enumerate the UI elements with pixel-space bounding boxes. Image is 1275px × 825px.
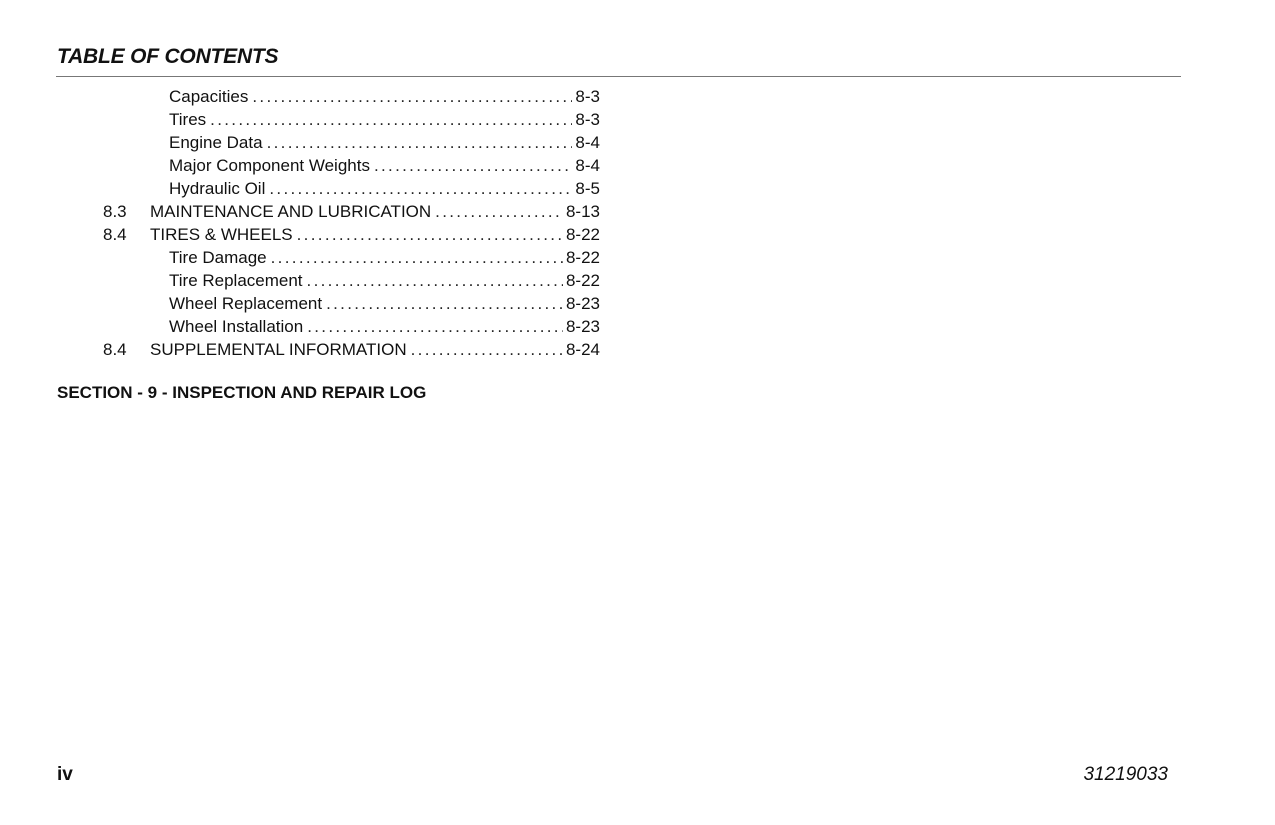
toc-entry-line — [169, 108, 600, 131]
toc-entry-label: MAINTENANCE AND LUBRICATION — [150, 202, 432, 221]
toc-entry[interactable] — [0, 200, 640, 223]
toc-entry-label: TIRES & WHEELS — [150, 225, 293, 244]
toc-entry[interactable] — [0, 131, 640, 154]
toc-entry-page: 8-3 — [575, 110, 600, 129]
toc-entry[interactable] — [0, 269, 640, 292]
toc-entry[interactable] — [0, 292, 640, 315]
toc-entry-page: 8-22 — [565, 248, 600, 267]
page-title: TABLE OF CONTENTS — [57, 45, 279, 68]
toc-dot-leader — [271, 246, 563, 269]
toc-entry-page: 8-4 — [575, 156, 600, 175]
toc-entry-page: 8-24 — [565, 340, 600, 359]
toc-entry-number: 8.4 — [103, 225, 127, 244]
toc-entry[interactable] — [0, 108, 640, 131]
toc-dot-leader — [307, 315, 563, 338]
footer-document-number: 31219033 — [1083, 764, 1168, 785]
toc-entry-page: 8-22 — [565, 225, 600, 244]
toc-entry-line — [150, 223, 600, 246]
toc-entry[interactable] — [0, 246, 640, 269]
toc-dot-leader — [374, 154, 572, 177]
toc-dot-leader — [411, 338, 563, 361]
toc-entry-page: 8-5 — [575, 179, 600, 198]
toc-dot-leader — [435, 200, 563, 223]
table-of-contents — [0, 85, 640, 361]
toc-entry-label: Tire Damage — [169, 248, 267, 267]
footer-page-number: iv — [57, 764, 73, 785]
toc-entry-label: Hydraulic Oil — [169, 179, 266, 198]
toc-entry[interactable] — [0, 85, 640, 108]
toc-dot-leader — [297, 223, 563, 246]
toc-entry-label: Tires — [169, 110, 207, 129]
toc-entry-label: Major Component Weights — [169, 156, 370, 175]
toc-entry-label: Wheel Installation — [169, 317, 304, 336]
toc-entry[interactable] — [0, 223, 640, 246]
toc-entry-page: 8-3 — [575, 87, 600, 106]
toc-entry-page: 8-23 — [565, 294, 600, 313]
toc-entry-label: SUPPLEMENTAL INFORMATION — [150, 340, 407, 359]
toc-entry[interactable] — [0, 177, 640, 200]
toc-entry-page: 8-13 — [565, 202, 600, 221]
toc-dot-leader — [210, 108, 572, 131]
toc-entry[interactable] — [0, 315, 640, 338]
toc-entry-line — [169, 131, 600, 154]
toc-entry[interactable] — [0, 338, 640, 361]
toc-dot-leader — [267, 131, 573, 154]
toc-entry-page: 8-4 — [575, 133, 600, 152]
toc-entry-label: Engine Data — [169, 133, 263, 152]
toc-entry-line — [169, 177, 600, 200]
toc-entry-line — [169, 85, 600, 108]
toc-entry-line — [150, 338, 600, 361]
toc-entry-number: 8.4 — [103, 340, 127, 359]
toc-entry-line — [169, 292, 600, 315]
toc-entry-line — [150, 200, 600, 223]
toc-entry-label: Wheel Replacement — [169, 294, 323, 313]
toc-entry-number: 8.3 — [103, 202, 127, 221]
toc-entry-line — [169, 315, 600, 338]
toc-entry-line — [169, 154, 600, 177]
toc-entry-page: 8-22 — [565, 271, 600, 290]
toc-dot-leader — [326, 292, 563, 315]
title-rule — [56, 76, 1181, 77]
toc-entry-page: 8-23 — [565, 317, 600, 336]
toc-dot-leader — [269, 177, 572, 200]
toc-dot-leader — [307, 269, 563, 292]
toc-dot-leader — [252, 85, 572, 108]
toc-entry[interactable] — [0, 154, 640, 177]
toc-entry-label: Capacities — [169, 87, 249, 106]
section-heading[interactable]: SECTION - 9 - INSPECTION AND REPAIR LOG — [57, 383, 427, 402]
toc-entry-line — [169, 246, 600, 269]
toc-entry-line — [169, 269, 600, 292]
toc-entry-label: Tire Replacement — [169, 271, 303, 290]
